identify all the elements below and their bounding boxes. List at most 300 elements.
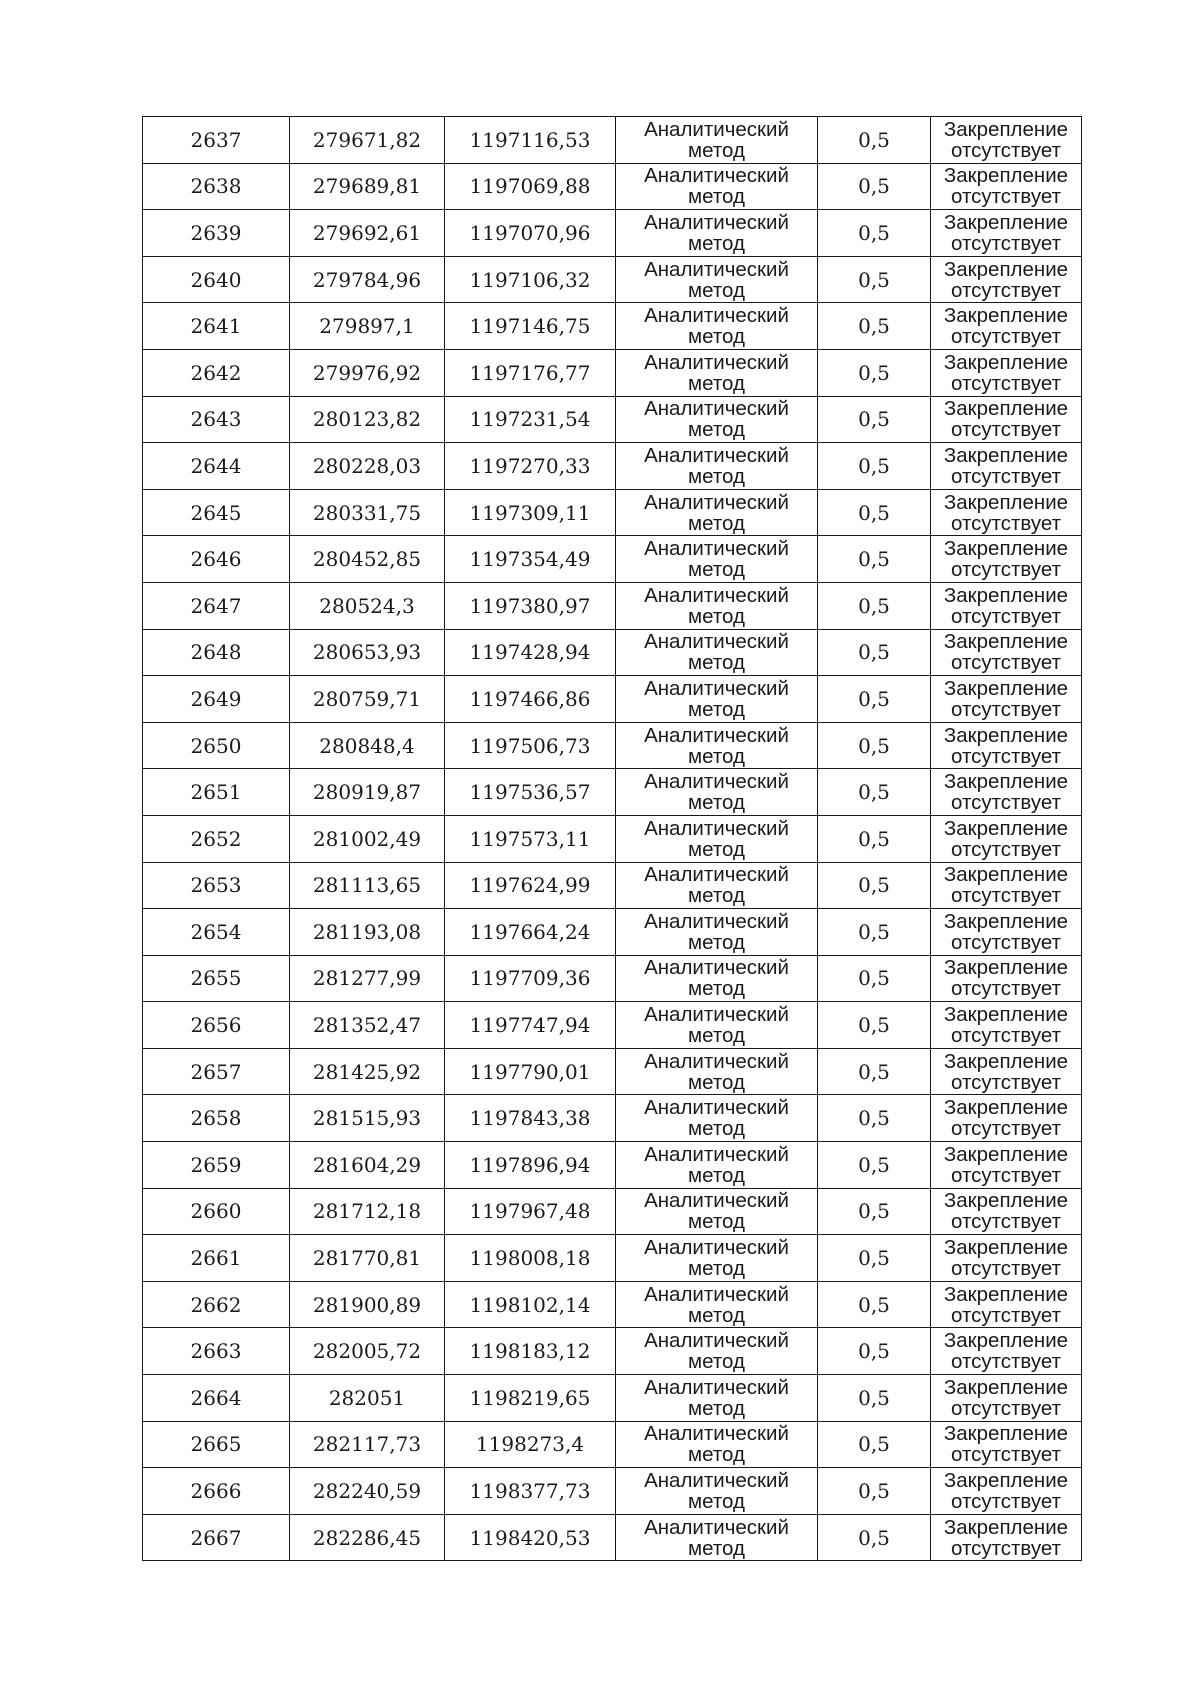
table-row	[143, 489, 1082, 536]
cell-text-line: метод	[688, 185, 745, 209]
accuracy-cell: 0,5	[818, 815, 931, 862]
fixing-cell	[931, 536, 1082, 583]
cell-text-line: метод	[688, 278, 745, 302]
x-coordinate-cell: 281002,49	[290, 815, 445, 862]
y-coordinate-cell: 1197380,97	[445, 582, 616, 629]
table-row	[143, 1142, 1082, 1189]
accuracy-cell: 0,5	[818, 163, 931, 210]
y-coordinate-cell: 1197466,86	[445, 676, 616, 723]
cell-text-line: метод	[688, 1443, 745, 1467]
table-row	[143, 1468, 1082, 1515]
x-coordinate-cell: 282051	[290, 1375, 445, 1422]
cell-text-line: отсутствует	[951, 837, 1061, 861]
method-cell	[616, 256, 818, 303]
cell-text-line: Закрепление	[943, 956, 1069, 980]
table-row	[143, 1375, 1082, 1422]
x-coordinate-cell: 280228,03	[290, 443, 445, 490]
table-row	[143, 1002, 1082, 1049]
x-coordinate-cell: 279689,81	[290, 163, 445, 210]
table-row	[143, 163, 1082, 210]
accuracy-cell: 0,5	[818, 1468, 931, 1515]
accuracy-cell: 0,5	[818, 1514, 931, 1561]
cell-text-line: метод	[688, 1210, 745, 1234]
y-coordinate-cell: 1197116,53	[445, 117, 616, 164]
x-coordinate-cell: 279784,96	[290, 256, 445, 303]
cell-text-line: Закрепление	[943, 1142, 1069, 1166]
x-coordinate-cell: 281277,99	[290, 955, 445, 1002]
cell-text-line: Аналитический	[644, 490, 789, 514]
y-coordinate-cell: 1198102,14	[445, 1281, 616, 1328]
y-coordinate-cell: 1197428,94	[445, 629, 616, 676]
y-coordinate-cell: 1197790,01	[445, 1048, 616, 1095]
cell-text-line: метод	[688, 231, 745, 255]
point-number-cell: 2655	[143, 955, 290, 1002]
accuracy-cell: 0,5	[818, 443, 931, 490]
cell-text-line: отсутствует	[951, 604, 1061, 628]
cell-text-line: Закрепление	[943, 723, 1069, 747]
y-coordinate-cell: 1197354,49	[445, 536, 616, 583]
x-coordinate-cell: 281712,18	[290, 1188, 445, 1235]
cell-text-line: отсутствует	[951, 1210, 1061, 1234]
cell-text-line: метод	[688, 837, 745, 861]
accuracy-cell: 0,5	[818, 1281, 931, 1328]
cell-text-line: Закрепление	[943, 1003, 1069, 1027]
cell-text-line: Закрепление	[943, 1096, 1069, 1120]
cell-text-line: метод	[688, 371, 745, 395]
point-number-cell: 2662	[143, 1281, 290, 1328]
cell-text-line: Закрепление	[943, 304, 1069, 328]
table-row	[143, 862, 1082, 909]
cell-text-line: отсутствует	[951, 744, 1061, 768]
y-coordinate-cell: 1197664,24	[445, 909, 616, 956]
cell-text-line: отсутствует	[951, 1350, 1061, 1374]
method-cell	[616, 536, 818, 583]
cell-text-line: отсутствует	[951, 138, 1061, 162]
x-coordinate-cell: 282005,72	[290, 1328, 445, 1375]
cell-text-line: Аналитический	[644, 1515, 789, 1539]
accuracy-cell: 0,5	[818, 210, 931, 257]
cell-text-line: Аналитический	[644, 1189, 789, 1213]
point-number-cell: 2657	[143, 1048, 290, 1095]
accuracy-cell: 0,5	[818, 1142, 931, 1189]
cell-text-line: Закрепление	[943, 1049, 1069, 1073]
table-row	[143, 349, 1082, 396]
accuracy-cell: 0,5	[818, 769, 931, 816]
y-coordinate-cell: 1197843,38	[445, 1095, 616, 1142]
cell-text-line: Аналитический	[644, 956, 789, 980]
fixing-cell	[931, 349, 1082, 396]
fixing-cell	[931, 1421, 1082, 1468]
accuracy-cell: 0,5	[818, 349, 931, 396]
cell-text-line: Закрепление	[943, 909, 1069, 933]
cell-text-line: метод	[688, 697, 745, 721]
y-coordinate-cell: 1197896,94	[445, 1142, 616, 1189]
accuracy-cell: 0,5	[818, 1188, 931, 1235]
cell-text-line: Аналитический	[644, 117, 789, 141]
cell-text-line: Закрепление	[943, 676, 1069, 700]
x-coordinate-cell: 279976,92	[290, 349, 445, 396]
cell-text-line: метод	[688, 325, 745, 349]
cell-text-line: Закрепление	[943, 583, 1069, 607]
cell-text-line: метод	[688, 138, 745, 162]
cell-text-line: Закрепление	[943, 1515, 1069, 1539]
accuracy-cell: 0,5	[818, 1421, 931, 1468]
x-coordinate-cell: 279897,1	[290, 303, 445, 350]
cell-text-line: метод	[688, 604, 745, 628]
point-number-cell: 2660	[143, 1188, 290, 1235]
cell-text-line: отсутствует	[951, 1024, 1061, 1048]
x-coordinate-cell: 282286,45	[290, 1514, 445, 1561]
cell-text-line: Закрепление	[943, 1469, 1069, 1493]
cell-text-line: отсутствует	[951, 278, 1061, 302]
fixing-cell	[931, 210, 1082, 257]
cell-text-line: Аналитический	[644, 210, 789, 234]
cell-text-line: отсутствует	[951, 930, 1061, 954]
point-number-cell: 2663	[143, 1328, 290, 1375]
fixing-cell	[931, 117, 1082, 164]
cell-text-line: Закрепление	[943, 1282, 1069, 1306]
table-row	[143, 955, 1082, 1002]
method-cell	[616, 1281, 818, 1328]
cell-text-line: отсутствует	[951, 1490, 1061, 1514]
fixing-cell	[931, 862, 1082, 909]
cell-text-line: отсутствует	[951, 1163, 1061, 1187]
cell-text-line: метод	[688, 1536, 745, 1560]
cell-text-line: Аналитический	[644, 770, 789, 794]
point-number-cell: 2647	[143, 582, 290, 629]
cell-text-line: Закрепление	[943, 164, 1069, 188]
cell-text-line: Закрепление	[943, 1236, 1069, 1260]
point-number-cell: 2645	[143, 489, 290, 536]
cell-text-line: Аналитический	[644, 909, 789, 933]
table-row	[143, 303, 1082, 350]
cell-text-line: метод	[688, 1117, 745, 1141]
method-cell	[616, 396, 818, 443]
table-row	[143, 1235, 1082, 1282]
point-number-cell: 2640	[143, 256, 290, 303]
fixing-cell	[931, 955, 1082, 1002]
point-number-cell: 2639	[143, 210, 290, 257]
cell-text-line: отсутствует	[951, 1257, 1061, 1281]
method-cell	[616, 1188, 818, 1235]
cell-text-line: метод	[688, 1350, 745, 1374]
cell-text-line: Аналитический	[644, 1003, 789, 1027]
table-row	[143, 536, 1082, 583]
y-coordinate-cell: 1197069,88	[445, 163, 616, 210]
table-row	[143, 769, 1082, 816]
cell-text-line: метод	[688, 791, 745, 815]
y-coordinate-cell: 1197106,32	[445, 256, 616, 303]
x-coordinate-cell: 281352,47	[290, 1002, 445, 1049]
fixing-cell	[931, 1002, 1082, 1049]
point-number-cell: 2638	[143, 163, 290, 210]
cell-text-line: отсутствует	[951, 651, 1061, 675]
point-number-cell: 2637	[143, 117, 290, 164]
cell-text-line: Аналитический	[644, 723, 789, 747]
method-cell	[616, 629, 818, 676]
y-coordinate-cell: 1197270,33	[445, 443, 616, 490]
fixing-cell	[931, 769, 1082, 816]
method-cell	[616, 676, 818, 723]
y-coordinate-cell: 1198008,18	[445, 1235, 616, 1282]
cell-text-line: метод	[688, 884, 745, 908]
cell-text-line: Аналитический	[644, 1282, 789, 1306]
table-row	[143, 1421, 1082, 1468]
accuracy-cell: 0,5	[818, 1048, 931, 1095]
method-cell	[616, 862, 818, 909]
point-number-cell: 2661	[143, 1235, 290, 1282]
cell-text-line: отсутствует	[951, 884, 1061, 908]
cell-text-line: отсутствует	[951, 977, 1061, 1001]
x-coordinate-cell: 280919,87	[290, 769, 445, 816]
method-cell	[616, 303, 818, 350]
cell-text-line: отсутствует	[951, 325, 1061, 349]
cell-text-line: метод	[688, 1163, 745, 1187]
point-number-cell: 2666	[143, 1468, 290, 1515]
cell-text-line: метод	[688, 744, 745, 768]
method-cell	[616, 769, 818, 816]
fixing-cell	[931, 396, 1082, 443]
y-coordinate-cell: 1198377,73	[445, 1468, 616, 1515]
table-row	[143, 396, 1082, 443]
x-coordinate-cell: 280524,3	[290, 582, 445, 629]
point-number-cell: 2643	[143, 396, 290, 443]
point-number-cell: 2658	[143, 1095, 290, 1142]
method-cell	[616, 349, 818, 396]
cell-text-line: Аналитический	[644, 863, 789, 887]
cell-text-line: Закрепление	[943, 863, 1069, 887]
table-row	[143, 117, 1082, 164]
accuracy-cell: 0,5	[818, 1095, 931, 1142]
point-number-cell: 2667	[143, 1514, 290, 1561]
table-row	[143, 1514, 1082, 1561]
method-cell	[616, 1375, 818, 1422]
accuracy-cell: 0,5	[818, 582, 931, 629]
cell-text-line: отсутствует	[951, 1117, 1061, 1141]
cell-text-line: Аналитический	[644, 583, 789, 607]
fixing-cell	[931, 1235, 1082, 1282]
cell-text-line: отсутствует	[951, 1536, 1061, 1560]
cell-text-line: Аналитический	[644, 1096, 789, 1120]
x-coordinate-cell: 281604,29	[290, 1142, 445, 1189]
fixing-cell	[931, 1375, 1082, 1422]
cell-text-line: Закрепление	[943, 210, 1069, 234]
cell-text-line: Аналитический	[644, 164, 789, 188]
table-row	[143, 1188, 1082, 1235]
point-number-cell: 2648	[143, 629, 290, 676]
method-cell	[616, 443, 818, 490]
accuracy-cell: 0,5	[818, 256, 931, 303]
y-coordinate-cell: 1197624,99	[445, 862, 616, 909]
cell-text-line: отсутствует	[951, 697, 1061, 721]
cell-text-line: отсутствует	[951, 1396, 1061, 1420]
cell-text-line: отсутствует	[951, 558, 1061, 582]
x-coordinate-cell: 280452,85	[290, 536, 445, 583]
y-coordinate-cell: 1198273,4	[445, 1421, 616, 1468]
point-number-cell: 2664	[143, 1375, 290, 1422]
method-cell	[616, 1328, 818, 1375]
cell-text-line: отсутствует	[951, 1303, 1061, 1327]
method-cell	[616, 117, 818, 164]
fixing-cell	[931, 443, 1082, 490]
cell-text-line: отсутствует	[951, 371, 1061, 395]
cell-text-line: Аналитический	[644, 443, 789, 467]
accuracy-cell: 0,5	[818, 536, 931, 583]
x-coordinate-cell: 281193,08	[290, 909, 445, 956]
cell-text-line: метод	[688, 1257, 745, 1281]
fixing-cell	[931, 815, 1082, 862]
cell-text-line: отсутствует	[951, 185, 1061, 209]
accuracy-cell: 0,5	[818, 303, 931, 350]
cell-text-line: метод	[688, 464, 745, 488]
method-cell	[616, 582, 818, 629]
y-coordinate-cell: 1198420,53	[445, 1514, 616, 1561]
cell-text-line: Аналитический	[644, 257, 789, 281]
fixing-cell	[931, 163, 1082, 210]
cell-text-line: метод	[688, 1490, 745, 1514]
point-number-cell: 2656	[143, 1002, 290, 1049]
cell-text-line: отсутствует	[951, 1443, 1061, 1467]
y-coordinate-cell: 1197536,57	[445, 769, 616, 816]
table-row	[143, 815, 1082, 862]
table-row	[143, 909, 1082, 956]
point-number-cell: 2650	[143, 722, 290, 769]
y-coordinate-cell: 1197709,36	[445, 955, 616, 1002]
cell-text-line: метод	[688, 418, 745, 442]
cell-text-line: Закрепление	[943, 117, 1069, 141]
point-number-cell: 2646	[143, 536, 290, 583]
cell-text-line: метод	[688, 558, 745, 582]
y-coordinate-cell: 1197506,73	[445, 722, 616, 769]
cell-text-line: Закрепление	[943, 350, 1069, 374]
accuracy-cell: 0,5	[818, 1375, 931, 1422]
x-coordinate-cell: 280759,71	[290, 676, 445, 723]
cell-text-line: Аналитический	[644, 304, 789, 328]
point-number-cell: 2642	[143, 349, 290, 396]
cell-text-line: Закрепление	[943, 537, 1069, 561]
y-coordinate-cell: 1197146,75	[445, 303, 616, 350]
fixing-cell	[931, 303, 1082, 350]
fixing-cell	[931, 1048, 1082, 1095]
fixing-cell	[931, 256, 1082, 303]
cell-text-line: отсутствует	[951, 464, 1061, 488]
fixing-cell	[931, 1328, 1082, 1375]
y-coordinate-cell: 1197309,11	[445, 489, 616, 536]
cell-text-line: метод	[688, 1070, 745, 1094]
cell-text-line: Закрепление	[943, 397, 1069, 421]
method-cell	[616, 955, 818, 1002]
point-number-cell: 2644	[143, 443, 290, 490]
point-number-cell: 2651	[143, 769, 290, 816]
table-row	[143, 443, 1082, 490]
cell-text-line: Аналитический	[644, 397, 789, 421]
x-coordinate-cell: 281515,93	[290, 1095, 445, 1142]
y-coordinate-cell: 1197070,96	[445, 210, 616, 257]
method-cell	[616, 163, 818, 210]
accuracy-cell: 0,5	[818, 676, 931, 723]
fixing-cell	[931, 676, 1082, 723]
cell-text-line: Аналитический	[644, 537, 789, 561]
cell-text-line: отсутствует	[951, 791, 1061, 815]
x-coordinate-cell: 281425,92	[290, 1048, 445, 1095]
y-coordinate-cell: 1198219,65	[445, 1375, 616, 1422]
method-cell	[616, 1421, 818, 1468]
accuracy-cell: 0,5	[818, 1235, 931, 1282]
point-number-cell: 2659	[143, 1142, 290, 1189]
cell-text-line: Закрепление	[943, 443, 1069, 467]
x-coordinate-cell: 279671,82	[290, 117, 445, 164]
cell-text-line: метод	[688, 1303, 745, 1327]
x-coordinate-cell: 280848,4	[290, 722, 445, 769]
fixing-cell	[931, 1514, 1082, 1561]
cell-text-line: отсутствует	[951, 231, 1061, 255]
cell-text-line: Закрепление	[943, 770, 1069, 794]
cell-text-line: Аналитический	[644, 1375, 789, 1399]
cell-text-line: Аналитический	[644, 1049, 789, 1073]
x-coordinate-cell: 280331,75	[290, 489, 445, 536]
fixing-cell	[931, 909, 1082, 956]
table-row	[143, 582, 1082, 629]
cell-text-line: Аналитический	[644, 1236, 789, 1260]
cell-text-line: отсутствует	[951, 511, 1061, 535]
method-cell	[616, 722, 818, 769]
table-row	[143, 1328, 1082, 1375]
point-number-cell: 2652	[143, 815, 290, 862]
accuracy-cell: 0,5	[818, 396, 931, 443]
accuracy-cell: 0,5	[818, 489, 931, 536]
table-row	[143, 1048, 1082, 1095]
cell-text-line: Закрепление	[943, 816, 1069, 840]
method-cell	[616, 1048, 818, 1095]
table-row	[143, 256, 1082, 303]
cell-text-line: Закрепление	[943, 1189, 1069, 1213]
cell-text-line: Закрепление	[943, 257, 1069, 281]
accuracy-cell: 0,5	[818, 909, 931, 956]
fixing-cell	[931, 629, 1082, 676]
cell-text-line: метод	[688, 930, 745, 954]
method-cell	[616, 909, 818, 956]
method-cell	[616, 815, 818, 862]
y-coordinate-cell: 1197176,77	[445, 349, 616, 396]
x-coordinate-cell: 281900,89	[290, 1281, 445, 1328]
cell-text-line: Аналитический	[644, 630, 789, 654]
method-cell	[616, 1002, 818, 1049]
method-cell	[616, 1142, 818, 1189]
fixing-cell	[931, 1281, 1082, 1328]
accuracy-cell: 0,5	[818, 1328, 931, 1375]
accuracy-cell: 0,5	[818, 1002, 931, 1049]
x-coordinate-cell: 279692,61	[290, 210, 445, 257]
method-cell	[616, 1095, 818, 1142]
cell-text-line: метод	[688, 511, 745, 535]
y-coordinate-cell: 1197967,48	[445, 1188, 616, 1235]
cell-text-line: Аналитический	[644, 816, 789, 840]
cell-text-line: Аналитический	[644, 1469, 789, 1493]
method-cell	[616, 1235, 818, 1282]
method-cell	[616, 1468, 818, 1515]
cell-text-line: Закрепление	[943, 490, 1069, 514]
cell-text-line: Закрепление	[943, 1422, 1069, 1446]
cell-text-line: Закрепление	[943, 1329, 1069, 1353]
point-number-cell: 2653	[143, 862, 290, 909]
cell-text-line: Аналитический	[644, 1422, 789, 1446]
table-row	[143, 210, 1082, 257]
table-row	[143, 722, 1082, 769]
x-coordinate-cell: 280123,82	[290, 396, 445, 443]
x-coordinate-cell: 281770,81	[290, 1235, 445, 1282]
fixing-cell	[931, 489, 1082, 536]
accuracy-cell: 0,5	[818, 862, 931, 909]
